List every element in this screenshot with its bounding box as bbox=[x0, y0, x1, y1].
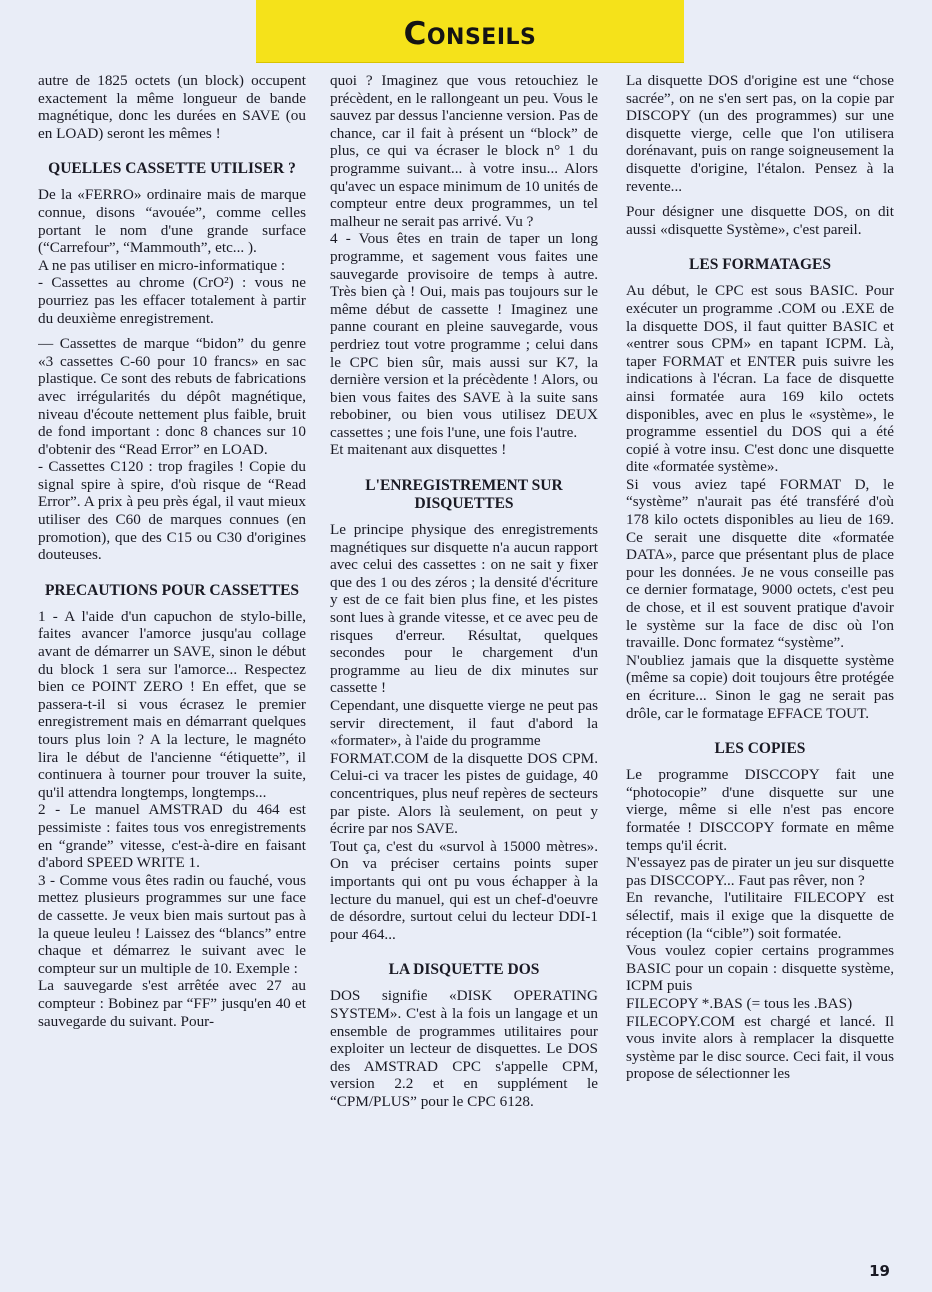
paragraph: Si vous aviez tapé FORMAT D, le “système” n'aurait pas été transféré d'où 178 kilo octets disponibles au lieu de 169. Ce serait une disquette dite «formatée DATA», parce que présentant plus de place pour les données. Je ne vous conseille pas ce dernier formatage, 9000 octets, c'est peu de chose, et il est souvent pratique d'avoir le système sur la face de disc où l'on travaille. Donc formatez “système”. bbox=[626, 475, 894, 652]
paragraph: Tout ça, c'est du «survol à 15000 mètres». On va préciser certains points super importants qui ont pu vous échapper à la lecture du manuel, qui est un chef-d'oeuvre de désordre, surtout celui du lecteur DDI-1 pour 464... bbox=[330, 837, 598, 943]
section-heading: LA DISQUETTE DOS bbox=[388, 961, 540, 979]
paragraph: Au début, le CPC est sous BASIC. Pour exécuter un programme .COM ou .EXE de la disquette DOS, il faut quitter BASIC et «entrer sous CPM» en tapant ICPM. Là, taper FORMAT et ENTER puis suivre les indications à l'écran. La face de disquette ainsi formatée aura 169 kilo octets disponibles, avec en plus le «système», le programme essentiel du DOS qui a été copié à votre insu. C'est donc une disquette dite «formatée système». bbox=[626, 282, 894, 476]
section-heading: QUELLES CASSETTE UTILISER ? bbox=[48, 160, 296, 178]
paragraph: Vous voulez copier certains programmes BASIC pour un copain : disquette système, ICPM puis bbox=[626, 942, 894, 995]
paragraph: quoi ? Imaginez que vous retouchiez le précèdent, en le rallongeant un peu. Vous le sauvez par dessus l'ancienne version. Pas de chance, car il fait à présent un “block” de plus, ce qui va écraser le block n° 1 du programme suivant... à votre insu... Alors qu'avec un espace minimum de 10 unités de compteur entre deux programmes, un tel malheur ne serait pas arrivé. Vu ? bbox=[330, 72, 598, 230]
paragraph: — Cassettes de marque “bidon” du genre «3 cassettes C-60 pour 10 francs» en sac plastique. Ce sont des rebuts de fabrications avec irrégularités du dépôt magnétique, niveau d'écoute nettement plus faible, bruit de fond important : donc 8 chances sur 10 d'obtenir des “Read Error” en LOAD. bbox=[38, 335, 306, 458]
header-banner bbox=[256, 0, 684, 62]
column-1 bbox=[38, 72, 306, 1242]
page-number: 19 bbox=[869, 1262, 890, 1280]
paragraph: 1 - A l'aide d'un capuchon de stylo-bille, faites avancer l'amorce jusqu'au collage avant de démarrer un SAVE, sinon le début du block 1 sera sur l'amorce... Respectez bien ce POINT ZERO ! En effet, que se passera-t-il si vous écrasez le premier enregistrement mais en démarrant quelques tours plus loin ? A la lecture, le magnéto lira le début de l'ancienne “étiquette”, il continuera à tourner pour trouver la suite, qu'il attendra longtemps, longtemps... bbox=[38, 607, 306, 801]
paragraph: La sauvegarde s'est arrêtée avec 27 au compteur : Bobinez par “FF” jusqu'en 40 et sauvegarde du suivant. Pour- bbox=[38, 977, 306, 1030]
page-title: Conseils bbox=[403, 16, 537, 52]
paragraph: N'essayez pas de pirater un jeu sur disquette pas DISCCOPY... Faut pas rêver, non ? bbox=[626, 854, 894, 889]
paragraph: Et maitenant aux disquettes ! bbox=[330, 441, 507, 459]
paragraph: N'oubliez jamais que la disquette système (même sa copie) doit toujours être protégée en écriture... Sinon le gag ne serait pas drôle, car le formatage EFFACE TOUT. bbox=[626, 651, 894, 722]
paragraph: Le principe physique des enregistrements magnétiques sur disquette n'a aucun rapport avec celui des cassettes : on ne sait y fixer que des 1 ou des zéros ; la densité d'écriture y est de ce fait bien plus fine, et les pistes sont lues à grande vitesse, et ce avec peu de risques d'erreur. Résultat, quelques secondes pour le chargement d'un programme au lieu de dix minutes sur cassette ! bbox=[330, 521, 598, 697]
section-heading: PRECAUTIONS POUR CASSETTES bbox=[44, 581, 300, 599]
paragraph: - Cassettes C120 : trop fragiles ! Copie du signal spire à spire, d'où risque de “Read Error”. A prix à peu près égal, il vaut mieux utiliser des C60 de marques connues (en promotion), que des C15 ou C30 d'origines douteuses. bbox=[38, 458, 306, 564]
paragraph: DOS signifie «DISK OPERATING SYSTEM». C'est à la fois un langage et un ensemble de programmes utilitaires pour exploiter un lecteur de disquettes. Le DOS des AMSTRAD CPC s'appelle CPM, version 2.2 et en supplément le “CPM/PLUS” pour le CPC 6128. bbox=[330, 987, 598, 1110]
paragraph: autre de 1825 octets (un block) occupent exactement la même longueur de bande magnétique, donc les durées en SAVE (ou en LOAD) seront les mêmes ! bbox=[38, 72, 306, 142]
column-3 bbox=[626, 72, 894, 1242]
paragraph: A ne pas utiliser en micro-informatique : bbox=[38, 256, 286, 274]
paragraph: Le programme DISCCOPY fait une “photocopie” d'une disquette sur une vierge, même si elle n'est pas encore formatée ! DISCCOPY formate en même temps qu'il écrit. bbox=[626, 766, 894, 854]
paragraph: 2 - Le manuel AMSTRAD du 464 est pessimiste : faites tous vos enregistrements en “grande” vitesse, c'est-à-dire en faisant d'abord SPEED WRITE 1. bbox=[38, 801, 306, 872]
paragraph: En revanche, l'utilitaire FILECOPY est sélectif, mais il exige que la disquette de réception (la “cible”) soit formatée. bbox=[626, 889, 894, 942]
paragraph: 3 - Comme vous êtes radin ou fauché, vous mettez plusieurs programmes sur une face de cassette. Je veux bien mais surtout pas à la queue leuleu ! Laissez des “blancs” entre chaque et démarrez le suivant avec le compteur sur un multiple de 10. Exemple : bbox=[38, 871, 306, 977]
paragraph: Cependant, une disquette vierge ne peut pas servir directement, il faut d'abord la «formater», à l'aide du programme bbox=[330, 697, 598, 750]
paragraph: - Cassettes au chrome (CrO²) : vous ne pourriez pas les effacer totalement à partir du deuxième enregistrement. bbox=[38, 274, 306, 327]
paragraph: FILECOPY.COM est chargé et lancé. Il vous invite alors à remplacer la disquette système par le disc source. Ceci fait, il vous propose de sélectionner les bbox=[626, 1012, 894, 1083]
column-2 bbox=[330, 72, 598, 1242]
paragraph: De la «FERRO» ordinaire mais de marque connue, disons “avouée”, comme celles portant le nom d'une grande surface (“Carrefour”, “Mammouth”, etc... ). bbox=[38, 186, 306, 257]
paragraph: FILECOPY *.BAS (= tous les .BAS) bbox=[626, 994, 853, 1012]
section-heading: LES COPIES bbox=[714, 740, 806, 758]
section-heading: L'ENREGISTREMENT SUR DISQUETTES bbox=[365, 477, 563, 513]
paragraph: Pour désigner une disquette DOS, on dit aussi «disquette Système», c'est pareil. bbox=[626, 203, 894, 238]
paragraph: FORMAT.COM de la disquette DOS CPM. Celui-ci va tracer les pistes de guidage, 40 concentriques, plus neuf repères de secteurs par piste. Alors là seulement, on peut y écrire par nos SAVE. bbox=[330, 749, 598, 838]
section-heading: LES FORMATAGES bbox=[689, 256, 831, 274]
paragraph: 4 - Vous êtes en train de taper un long programme, et sagement vous faites une sauvegarde provisoire de temps à autre. Très bien çà ! Oui, mais pas toujours sur le même début de cassette ! Imaginez une panne courant en pleine sauvegarde, vous perdriez tout votre programme ; celui dans le CPC bien sûr, mais aussi sur K7, la dernière version et la précèdente ! Alors, ou bien vous faites des SAVE à la suite sans rebobiner, ou bien vous utilisez DEUX cassettes ; une fois l'une, une fois l'autre. bbox=[330, 230, 598, 441]
paragraph: La disquette DOS d'origine est une “chose sacrée”, on ne s'en sert pas, on la copie par DISCOPY (un des programmes) sur une disquette vierge, celle que l'on utilisera dorénavant, puis on range soigneusement la disquette d'origine, l'étalon. Pensez à la revente... bbox=[626, 72, 894, 195]
